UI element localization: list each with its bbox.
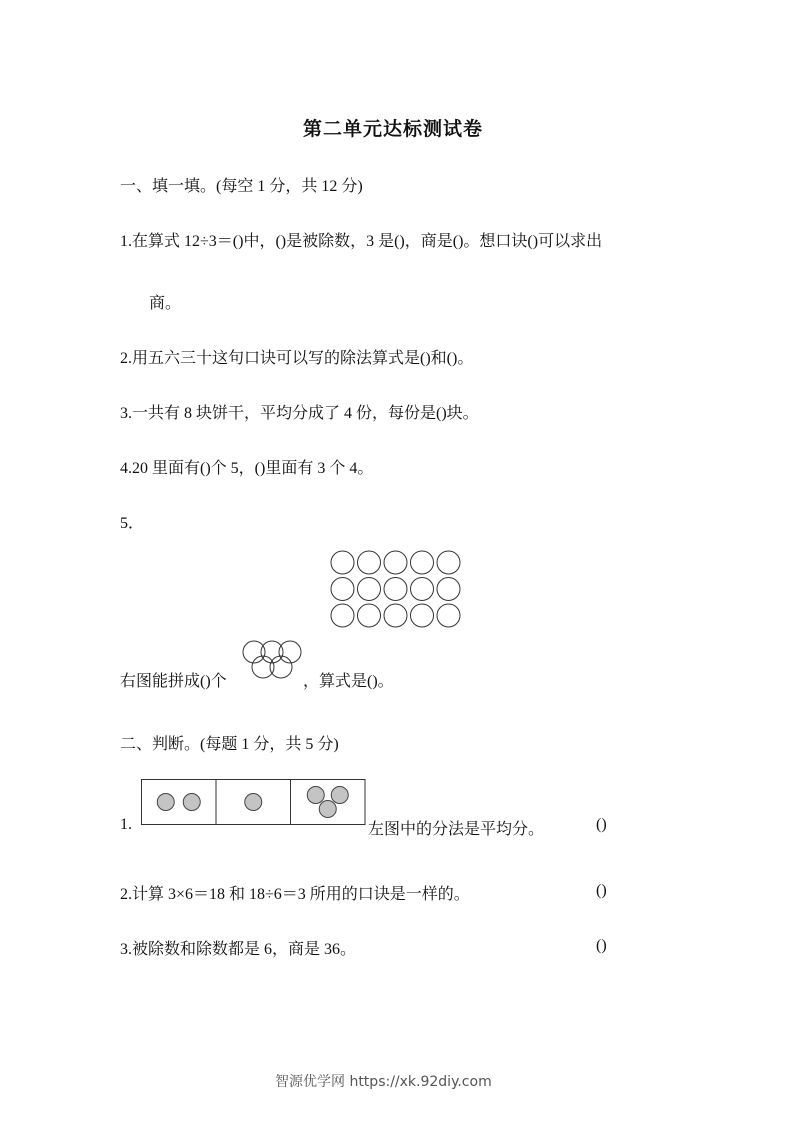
grid-circle [384, 551, 407, 574]
judge-2-text: 2.计算 3×6＝18 和 18÷6＝3 所用的口诀是一样的。 [120, 886, 470, 903]
ring-circle [261, 641, 283, 663]
ring-circle [252, 656, 274, 678]
judge-3-answer-blank[interactable]: () [596, 937, 607, 954]
grid-circle [331, 578, 354, 601]
ring-circle [270, 656, 292, 678]
grey-dot [319, 801, 336, 818]
grid-circle [384, 604, 407, 627]
grid-circle [331, 604, 354, 627]
grey-dot [331, 787, 348, 804]
grid-circle [384, 578, 407, 601]
grid-circle [411, 578, 434, 601]
page-title: 第二单元达标测试卷 [303, 119, 484, 140]
ring-circle [279, 641, 301, 663]
grey-dot [245, 794, 262, 811]
grey-dot [307, 787, 324, 804]
grey-dot [183, 794, 200, 811]
judge-1-label: 1. [120, 816, 132, 833]
grid-circle [437, 578, 460, 601]
dot-groups-figure [141, 779, 367, 827]
grid-circle [411, 604, 434, 627]
footer-watermark: 智源优学网 https://xk.92diy.com [275, 1074, 492, 1090]
judge-3-text: 3.被除数和除数都是 6，商是 36。 [120, 941, 357, 958]
judge-1-answer-blank[interactable]: () [596, 816, 607, 833]
section-1-heading: 一、填一填。(每空 1 分，共 12 分) [120, 178, 363, 195]
question-1-2: 2.用五六三十这句口诀可以写的除法算式是()和()。 [120, 350, 474, 367]
question-1-5-text-after: ，算式是()。 [303, 673, 394, 690]
question-1-4: 4.20 里面有()个 5，()里面有 3 个 4。 [120, 460, 374, 477]
grid-circle [331, 551, 354, 574]
circle-grid-figure [330, 550, 465, 630]
question-1-5-label: 5． [120, 515, 145, 532]
grid-circle [358, 604, 381, 627]
grey-dot [157, 794, 174, 811]
judge-1-text: 左图中的分法是平均分。 [368, 821, 545, 838]
grid-circle [437, 604, 460, 627]
judge-2-answer-blank[interactable]: () [596, 882, 607, 899]
grid-circle [358, 578, 381, 601]
grid-circle [358, 551, 381, 574]
question-1-1-line-1: 1.在算式 12÷3＝()中，()是被除数，3 是()，商是()。想口诀()可以求出 [120, 233, 603, 250]
grid-circle [437, 551, 460, 574]
grid-circle [411, 551, 434, 574]
ring-circle [243, 641, 265, 663]
interlocking-rings-figure [242, 640, 304, 684]
question-1-1-line-2: 商。 [149, 295, 182, 312]
section-2-heading: 二、判断。(每题 1 分，共 5 分) [120, 736, 339, 753]
question-1-3: 3.一共有 8 块饼干，平均分成了 4 份，每份是()块。 [120, 405, 479, 422]
question-1-5-text-before: 右图能拼成()个 [120, 673, 227, 690]
